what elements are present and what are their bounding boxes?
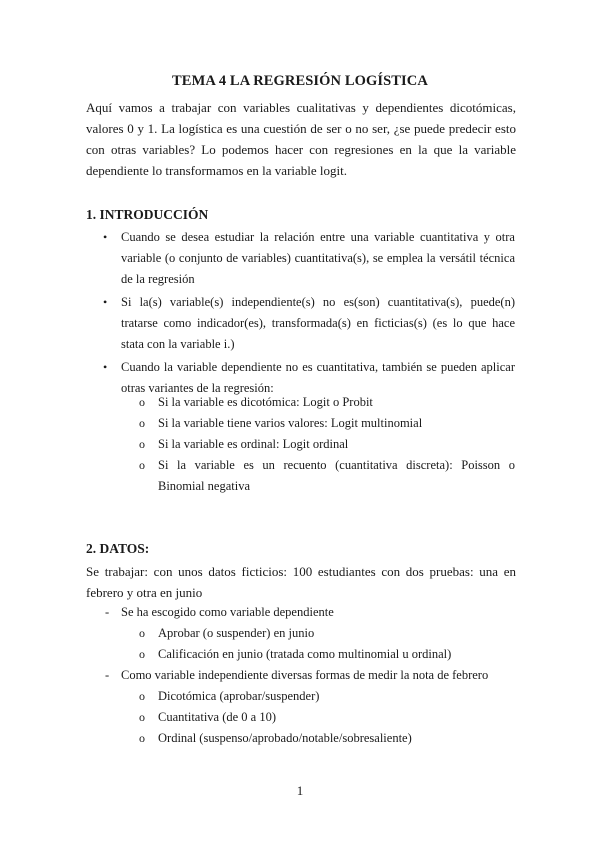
independent-variable-list — [105, 665, 515, 686]
bullet-icon: • — [103, 360, 108, 374]
circle-bullet-icon: o — [139, 731, 145, 745]
circle-bullet-icon: o — [139, 458, 145, 472]
page-number: 1 — [296, 783, 304, 798]
dash-text: Se ha escogido como variable dependiente — [121, 605, 334, 619]
dash-icon: - — [105, 668, 110, 682]
list-item — [139, 644, 515, 665]
dependent-variable-list — [105, 602, 515, 623]
list-item — [105, 665, 515, 686]
sub-bullet-text: Si la variable es un recuento (cuantitativa discreta): Poisson o Binomial negativa — [158, 458, 515, 493]
sub-bullet-text: Aprobar (o suspender) en junio — [158, 626, 315, 640]
bullet-text: Cuando la variable dependiente no es cuantitativa, también se pueden aplicar otras variantes de la regresión: — [121, 360, 515, 395]
circle-bullet-icon: o — [139, 710, 145, 724]
intro-bullet-list — [103, 227, 515, 399]
sub-bullet-text: Si la variable es ordinal: Logit ordinal — [158, 437, 349, 451]
bullet-icon: • — [103, 230, 108, 244]
section-1-heading: 1. INTRODUCCIÓN — [86, 207, 209, 222]
intro-paragraph: Aquí vamos a trabajar con variables cualitativas y dependientes dicotómicas, valores 0 y 1. La logística es una cuestión de ser o no ser, ¿se puede predecir esto con otras variables? Lo podemos hacer con regresiones en la que la variable dependiente lo transformamos en la variable logit. — [86, 100, 516, 178]
bullet-icon: • — [103, 295, 108, 309]
sub-bullet-text: Calificación en junio (tratada como multinomial u ordinal) — [158, 647, 452, 661]
section-2-heading: 2. DATOS: — [86, 541, 150, 556]
page-title: TEMA 4 LA REGRESIÓN LOGÍSTICA — [172, 73, 428, 89]
dependent-variable-sub-list — [139, 623, 515, 665]
list-item — [139, 623, 515, 644]
circle-bullet-icon: o — [139, 395, 145, 409]
sub-bullet-text: Ordinal (suspenso/aprobado/notable/sobresaliente) — [158, 731, 412, 745]
sub-bullet-text: Cuantitativa (de 0 a 10) — [158, 710, 277, 724]
circle-bullet-icon: o — [139, 416, 145, 430]
dash-icon: - — [105, 605, 110, 619]
list-item — [139, 707, 515, 728]
circle-bullet-icon: o — [139, 689, 145, 703]
bullet-text: Si la(s) variable(s) independiente(s) no es(son) cuantitativa(s), puede(n) tratarse como indicador(es), transformada(s) en ficticias(s) (es lo que hace stata con la variable i.) — [121, 295, 515, 351]
circle-bullet-icon: o — [139, 626, 145, 640]
list-item — [103, 292, 515, 355]
data-paragraph: Se trabajar: con unos datos ficticios: 100 estudiantes con dos pruebas: una en febrero y otra en junio — [86, 564, 516, 600]
sub-bullet-text: Dicotómica (aprobar/suspender) — [158, 689, 320, 703]
list-item — [139, 413, 515, 434]
list-item — [103, 227, 515, 290]
sub-bullet-text: Si la variable tiene varios valores: Logit multinomial — [158, 416, 423, 430]
dash-text: Como variable independiente diversas formas de medir la nota de febrero — [121, 668, 489, 682]
circle-bullet-icon: o — [139, 647, 145, 661]
regression-variants-list — [139, 392, 515, 497]
list-item — [105, 602, 515, 623]
list-item — [139, 728, 515, 749]
list-item — [139, 455, 515, 497]
list-item — [139, 434, 515, 455]
list-item — [139, 392, 515, 413]
sub-bullet-text: Si la variable es dicotómica: Logit o Probit — [158, 395, 373, 409]
bullet-text: Cuando se desea estudiar la relación entre una variable cuantitativa y otra variable (o conjunto de variables) cuantitativa(s), se emplea la versátil técnica de la regresión — [121, 230, 515, 286]
circle-bullet-icon: o — [139, 437, 145, 451]
list-item — [139, 686, 515, 707]
independent-variable-sub-list — [139, 686, 515, 749]
